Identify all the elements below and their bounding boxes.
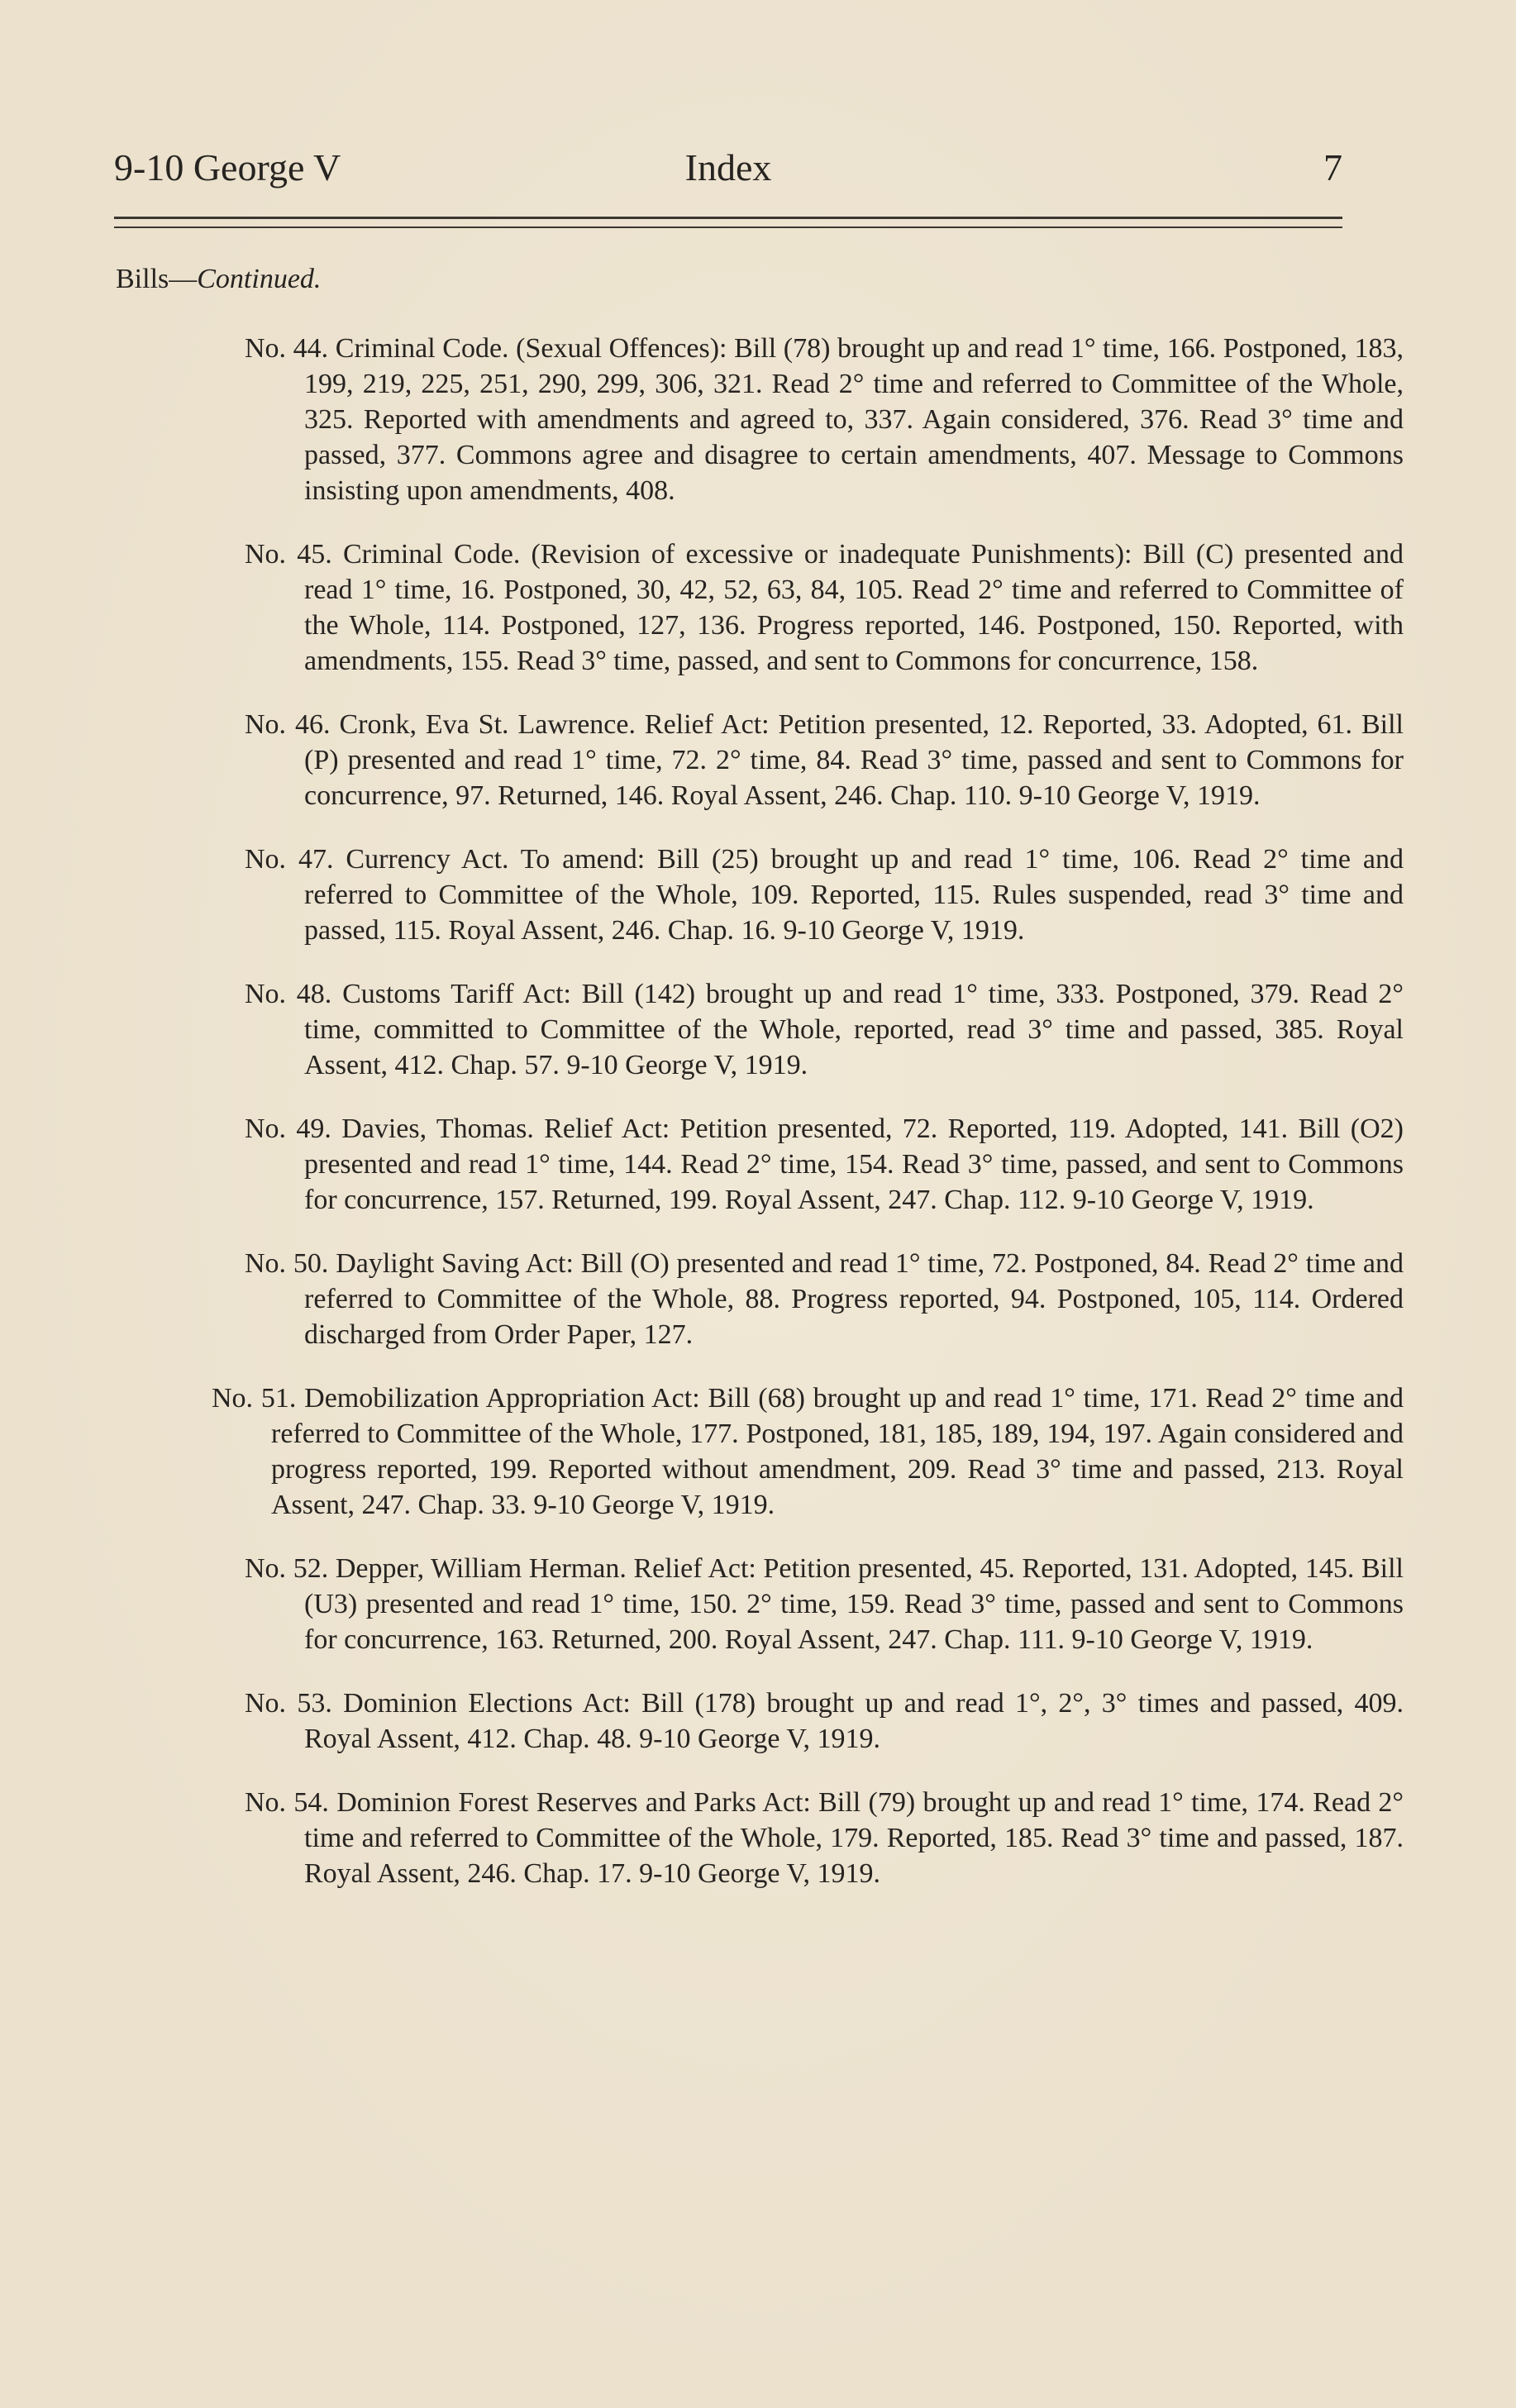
section-continued: Continued. bbox=[197, 264, 322, 294]
bill-entry-text: Daylight Saving Act: Bill (O) presented and read 1° time, 72. Postponed, 84. Read 2° time and referred to Committee of the Whole, 88. Progress reported, 94. Postponed, 105, 114. Ordered discharged from Order Paper, 127. bbox=[304, 1248, 1404, 1350]
section-heading bbox=[116, 261, 321, 298]
bill-number: No. 48. bbox=[245, 979, 332, 1009]
page-number: 7 bbox=[1323, 146, 1342, 188]
header-rule-bottom bbox=[114, 226, 1342, 228]
section-title: Bills— bbox=[116, 264, 198, 294]
bill-entry-text: Criminal Code. (Sexual Offences): Bill (78) brought up and read 1° time, 166. Postponed, 183, 199, 219, 225, 251, 290, 299, 306, 321. Read 2° time and referred to Committee of the Whole, 325. Reported with amendments and agreed to, 337. Again considered, 376. Read 3° time and passed, 377. Commons agree and disagree to certain amendments, 407. Message to Commons insisting upon amendments, 408. bbox=[304, 333, 1404, 506]
bill-entry bbox=[245, 1686, 1404, 1757]
bill-number: No. 50. bbox=[245, 1248, 329, 1279]
bill-entry-text: Dominion Forest Reserves and Parks Act: Bill (79) brought up and read 1° time, 174. Read 2° time and referred to Committee of the Whole, 179. Reported, 185. Read 3° time and passed, 187. Royal Assent, 246. Chap. 17. 9-10 George V, 1919. bbox=[304, 1787, 1404, 1889]
bill-entry-text: Cronk, Eva St. Lawrence. Relief Act: Petition presented, 12. Reported, 33. Adopted, 61. Bill (P) presented and read 1° time, 72. 2° time, 84. Read 3° time, passed and sent to Commons for concurrence, 97. Returned, 146. Royal Assent, 246. Chap. 110. 9-10 George V, 1919. bbox=[304, 709, 1404, 811]
bill-entry-text: Dominion Elections Act: Bill (178) brought up and read 1°, 2°, 3° times and passed, 409. Royal Assent, 412. Chap. 48. 9-10 George V, 1919. bbox=[304, 1688, 1404, 1754]
header-rule-top bbox=[114, 217, 1342, 219]
running-header bbox=[114, 139, 1342, 197]
bill-number: No. 45. bbox=[245, 539, 332, 570]
header-regnal-year: 9-10 George V bbox=[114, 146, 341, 188]
bill-number: No. 51. bbox=[212, 1383, 297, 1414]
bill-entry bbox=[245, 976, 1404, 1083]
bill-number: No. 52. bbox=[245, 1553, 329, 1584]
header-title: Index bbox=[684, 146, 772, 188]
bill-entry bbox=[245, 1246, 1404, 1352]
bill-entry bbox=[245, 331, 1404, 508]
bill-entry bbox=[245, 1111, 1404, 1218]
bill-number: No. 49. bbox=[245, 1113, 331, 1144]
bill-entry bbox=[245, 1785, 1404, 1891]
bill-entry-text: Davies, Thomas. Relief Act: Petition presented, 72. Reported, 119. Adopted, 141. Bill (O2) presented and read 1° time, 144. Read 2° time, 154. Read 3° time, passed, and sent to Commons for concurrence, 157. Returned, 199. Royal Assent, 247. Chap. 112. 9-10 George V, 1919. bbox=[304, 1113, 1404, 1215]
bill-entry bbox=[245, 536, 1404, 679]
bill-number: No. 46. bbox=[245, 709, 331, 740]
bill-number: No. 47. bbox=[245, 844, 334, 875]
bill-entry bbox=[212, 1380, 1404, 1523]
bill-entry bbox=[245, 842, 1404, 948]
bill-entry bbox=[245, 1551, 1404, 1657]
bill-entry bbox=[245, 707, 1404, 813]
bill-number: No. 54. bbox=[245, 1787, 329, 1818]
bill-entry-text: Criminal Code. (Revision of excessive or inadequate Punishments): Bill (C) presented and read 1° time, 16. Postponed, 30, 42, 52, 63, 84, 105. Read 2° time and referred to Committee of the Whole, 114. Postponed, 127, 136. Progress reported, 146. Postponed, 150. Reported, with amendments, 155. Read 3° time, passed, and sent to Commons for concurrence, 158. bbox=[304, 539, 1404, 676]
bill-entry-text: Currency Act. To amend: Bill (25) brought up and read 1° time, 106. Read 2° time and referred to Committee of the Whole, 109. Reported, 115. Rules suspended, read 3° time and passed, 115. Royal Assent, 246. Chap. 16. 9-10 George V, 1919. bbox=[304, 844, 1404, 946]
bill-number: No. 53. bbox=[245, 1688, 332, 1719]
bill-entry-text: Customs Tariff Act: Bill (142) brought up and read 1° time, 333. Postponed, 379. Read 2° time, committed to Committee of the Whole, reported, read 3° time and passed, 385. Royal Assent, 412. Chap. 57. 9-10 George V, 1919. bbox=[304, 979, 1404, 1080]
bill-entry-list bbox=[0, 303, 1516, 1901]
bill-entry-text: Demobilization Appropriation Act: Bill (68) brought up and read 1° time, 171. Read 2° time and referred to Committee of the Whole, 177. Postponed, 181, 185, 189, 194, 197. Again considered and progress reported, 199. Reported without amendment, 209. Read 3° time and passed, 213. Royal Assent, 247. Chap. 33. 9-10 George V, 1919. bbox=[271, 1383, 1404, 1520]
bill-entry-text: Depper, William Herman. Relief Act: Petition presented, 45. Reported, 131. Adopted, 145. Bill (U3) presented and read 1° time, 150. 2° time, 159. Read 3° time, passed and sent to Commons for concurrence, 163. Returned, 200. Royal Assent, 247. Chap. 111. 9-10 George V, 1919. bbox=[304, 1553, 1404, 1655]
bill-number: No. 44. bbox=[245, 333, 329, 364]
